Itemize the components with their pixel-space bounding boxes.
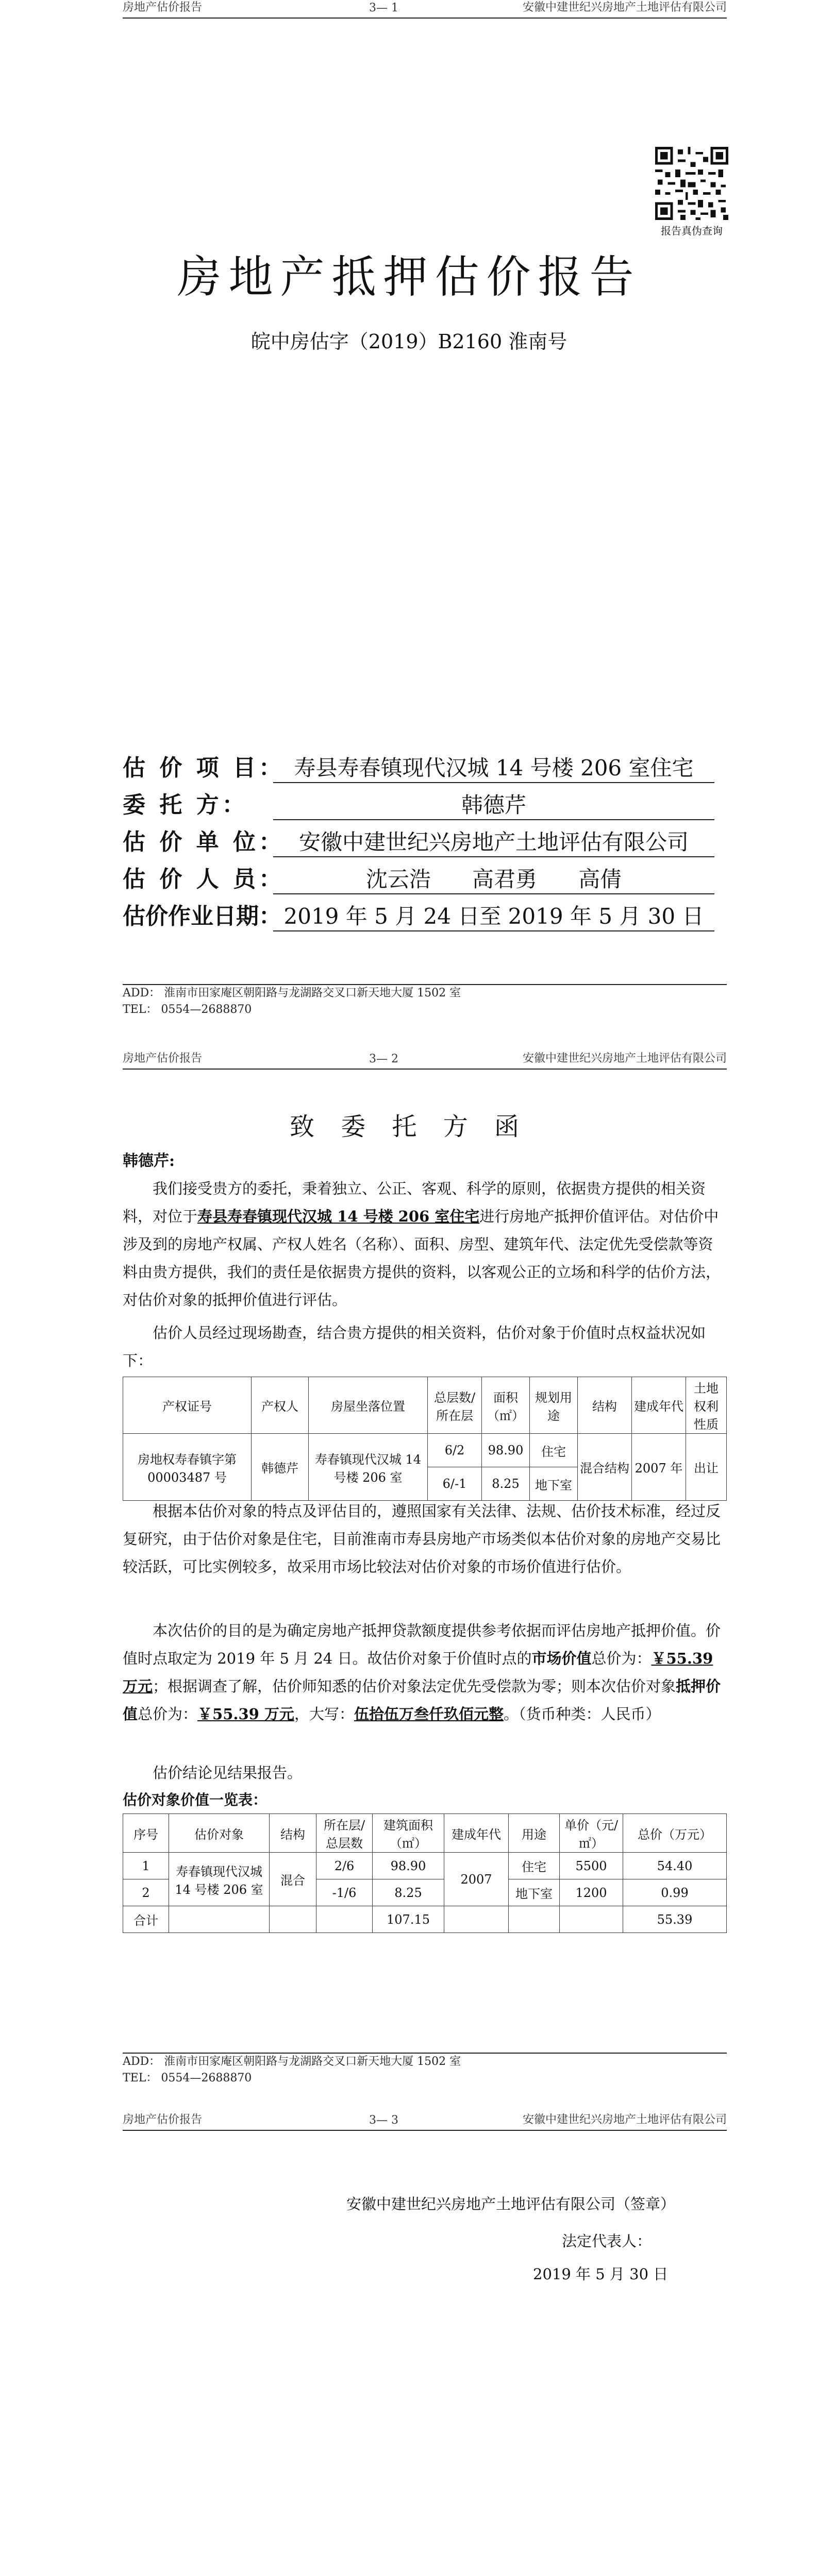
p4-mortgage-value-label: 抵押价值 <box>123 1677 721 1723</box>
header-company: 安徽中建世纪兴房地产土地评估有限公司 <box>522 2113 727 2126</box>
th-area: 面积（㎡） <box>482 1377 530 1434</box>
footer-address: ADD： 淮南市田家庵区朝阳路与龙湖路交叉口新天地大厦 1502 室 <box>123 2055 461 2068</box>
p4-market-value: ￥55.39 万元 <box>123 1650 713 1695</box>
th-cert: 产权证号 <box>123 1377 252 1434</box>
rights-table <box>123 1377 727 1501</box>
p4-mortgage-value: ￥55.39 万元 <box>197 1705 294 1723</box>
page-header <box>123 1051 727 1070</box>
info-work-date-label: 估价作业日期： <box>123 903 281 929</box>
header-company: 安徽中建世纪兴房地产土地评估有限公司 <box>522 1052 727 1065</box>
cell-owner: 韩德芹 <box>252 1434 309 1501</box>
info-project-label: 估 价 项 目： <box>123 755 285 781</box>
info-work-date-value: 2019 年 5 月 24 日至 2019 年 5 月 30 日 <box>273 903 714 931</box>
sign-date: 2019 年 5 月 30 日 <box>533 2265 669 2283</box>
info-project-value: 寿县寿春镇现代汉城 14 号楼 206 室住宅 <box>273 754 714 783</box>
th-unit-price: 单价（元/㎡） <box>560 1814 623 1853</box>
cell-sum-empty <box>316 1906 373 1933</box>
p1-property: 寿县寿春镇现代汉城 14 号楼 206 室住宅 <box>197 1208 480 1225</box>
header-left: 房地产估价报告 <box>123 1052 203 1065</box>
cell-build-year: 2007 <box>444 1853 509 1906</box>
th-use: 规划用途 <box>530 1377 578 1434</box>
page-signature <box>0 2112 818 2576</box>
th-no: 序号 <box>123 1814 169 1853</box>
header-left: 房地产估价报告 <box>123 2113 203 2126</box>
cell-floors-2: 6/-1 <box>428 1467 482 1501</box>
p1-rest: 进行房地产抵押价值评估。对估价中涉及到的房地产权属、产权人姓名（名称）、面积、房型、建筑年代、法定优先受偿款等资料由贵方提供，我们的责任是依据贵方提供的资料，以客观公正的立场和科学的估价方法，对估价对象的抵押价值进行评估。 <box>123 1208 721 1309</box>
cell-object: 寿春镇现代汉城 14 号楼 206 室 <box>169 1853 270 1906</box>
cell-sum-empty <box>169 1906 270 1933</box>
th-build-year: 建成年代 <box>444 1814 509 1853</box>
header-left: 房地产估价报告 <box>123 1 203 14</box>
footer-tel: TEL： 0554—2688870 <box>123 1003 252 1016</box>
p4-amount-in-words: 伍拾伍万叁仟玖佰元整 <box>354 1705 504 1723</box>
letter-paragraph-1 <box>123 1175 727 1314</box>
info-client <box>123 791 741 822</box>
cell-layer-2: -1/6 <box>316 1879 373 1906</box>
cell-sum-area: 107.15 <box>373 1906 444 1933</box>
p4-market-value-label: 市场价值 <box>531 1650 592 1667</box>
cell-sum-empty <box>509 1906 560 1933</box>
cell-no-1: 1 <box>123 1853 169 1879</box>
th-year: 建成年代 <box>632 1377 686 1434</box>
cell-total-2: 0.99 <box>623 1879 727 1906</box>
letter-paragraph-5: 估价结论见结果报告。 <box>153 1764 303 1782</box>
cell-sum-total: 55.39 <box>623 1906 727 1933</box>
cell-area-2: 8.25 <box>482 1467 530 1501</box>
table-row <box>123 1853 727 1879</box>
page-footer <box>123 2053 727 2087</box>
cell-sum-empty <box>560 1906 623 1933</box>
footer-tel: TEL： 0554—2688870 <box>123 2072 252 2084</box>
cell-area-1: 98.90 <box>373 1853 444 1879</box>
p4-e: ；根据调查了解，估价师知悉的估价对象法定优先受偿款为零；则本次估价对象 <box>153 1677 676 1695</box>
cell-layer-1: 2/6 <box>316 1853 373 1879</box>
cell-usage-2: 地下室 <box>509 1879 560 1906</box>
cell-unit-price-2: 1200 <box>560 1879 623 1906</box>
cell-structure: 混合 <box>270 1853 316 1906</box>
info-appraiser-unit-value: 安徽中建世纪兴房地产土地评估有限公司 <box>273 828 714 857</box>
header-page-number: 3— 3 <box>369 2114 398 2127</box>
cell-year: 2007 年 <box>632 1434 686 1501</box>
header-page-number: 3— 2 <box>369 1053 398 1065</box>
page-footer <box>123 984 727 1018</box>
th-struct: 结构 <box>578 1377 632 1434</box>
cell-usage-1: 住宅 <box>509 1853 560 1879</box>
th-usage: 用途 <box>509 1814 560 1853</box>
p1-text: 我们接受贵方的委托，秉着独立、公正、客观、科学的原则，依据贵方提供的相关资料，对位于 <box>123 1180 706 1225</box>
letter-paragraph-3: 根据本估价对象的特点及评估目的，遵照国家有关法律、法规、估价技术标准，经过反复研究，由于估价对象是住宅，目前淮南市寿县房地产市场类似本估价对象的房地产交易比较活跃，可比实例较多，故采用市场比较法对估价对象的市场价值进行估价。 <box>123 1502 721 1575</box>
report-number: 皖中房估字（2019）B2160 淮南号 <box>251 330 567 353</box>
th-object: 估价对象 <box>169 1814 270 1853</box>
cell-floors-1: 6/2 <box>428 1434 482 1467</box>
th-land: 土地权利性质 <box>686 1377 727 1434</box>
header-page-number: 3— 1 <box>369 2 398 14</box>
th-floors: 总层数/所在层 <box>428 1377 482 1434</box>
cell-unit-price-1: 5500 <box>560 1853 623 1879</box>
cell-sum-empty <box>270 1906 316 1933</box>
th-layer: 所在层/总层数 <box>316 1814 373 1853</box>
p4-c: 总价为： <box>591 1650 652 1667</box>
info-appraisers-value: 沈云浩 高君勇 高倩 <box>273 866 714 894</box>
info-client-value: 韩德芹 <box>273 791 714 820</box>
cell-land: 出让 <box>686 1434 727 1501</box>
letter-salutation: 韩德芹: <box>123 1152 175 1170</box>
cell-sum-empty <box>444 1906 509 1933</box>
cell-cert: 房地权寿春镇字第 00003487 号 <box>123 1434 252 1501</box>
page-header <box>123 0 727 19</box>
page-letter <box>0 1051 818 2092</box>
value-table <box>123 1814 727 1933</box>
qr-caption: 报告真伪查询 <box>661 225 723 237</box>
cell-use-1: 住宅 <box>530 1434 578 1467</box>
sign-legal-rep: 法定代表人： <box>562 2232 652 2250</box>
cell-use-2: 地下室 <box>530 1467 578 1501</box>
info-project <box>123 754 741 785</box>
info-appraiser-unit <box>123 828 741 859</box>
p4-k: 。（货币种类：人民币） <box>503 1705 661 1723</box>
info-work-date <box>123 903 741 934</box>
cell-area-1: 98.90 <box>482 1434 530 1467</box>
th-build-area: 建筑面积（㎡） <box>373 1814 444 1853</box>
letter-title: 致 委 托 方 函 <box>289 1112 529 1141</box>
value-table-caption: 估价对象价值一览表： <box>123 1791 268 1808</box>
p4-g: 总价为： <box>138 1705 198 1723</box>
letter-paragraph-2: 估价人员经过现场勘查，结合贵方提供的相关资料，估价对象于价值时点权益状况如下： <box>123 1324 706 1369</box>
th-owner: 产权人 <box>252 1377 309 1434</box>
page-header <box>123 2112 727 2131</box>
letter-paragraph-4 <box>123 1617 727 1728</box>
footer-address: ADD： 淮南市田家庵区朝阳路与龙湖路交叉口新天地大厦 1502 室 <box>123 987 461 999</box>
cell-total-1: 54.40 <box>623 1853 727 1879</box>
th-total: 总价（万元） <box>623 1814 727 1853</box>
header-company: 安徽中建世纪兴房地产土地评估有限公司 <box>522 1 727 14</box>
report-title: 房地产抵押估价报告 <box>177 251 641 303</box>
sign-company: 安徽中建世纪兴房地产土地评估有限公司（签章） <box>346 2195 676 2213</box>
info-appraiser-unit-label: 估 价 单 位： <box>123 829 285 855</box>
cell-struct: 混合结构 <box>578 1434 632 1501</box>
page-cover <box>0 0 818 1025</box>
cell-area-2: 8.25 <box>373 1879 444 1906</box>
p4-i: ，大写： <box>294 1705 354 1723</box>
qr-code-icon[interactable] <box>655 147 728 220</box>
cell-no-2: 2 <box>123 1879 169 1906</box>
info-appraisers-label: 估 价 人 员： <box>123 866 285 892</box>
p4-a: 本次估价的目的是为确定房地产抵押贷款额度提供参考依据而评估房地产抵押价值。价值时点取定为 2019 年 5 月 24 日。故估价对象于价值时点的 <box>123 1622 721 1667</box>
info-client-label: 委 托 方： <box>123 792 248 818</box>
table-row-sum <box>123 1906 727 1933</box>
info-appraisers <box>123 866 741 896</box>
cell-sum-label: 合计 <box>123 1906 169 1933</box>
cell-location: 寿春镇现代汉城 14 号楼 206 室 <box>309 1434 428 1501</box>
th-location: 房屋坐落位置 <box>309 1377 428 1434</box>
th-structure: 结构 <box>270 1814 316 1853</box>
